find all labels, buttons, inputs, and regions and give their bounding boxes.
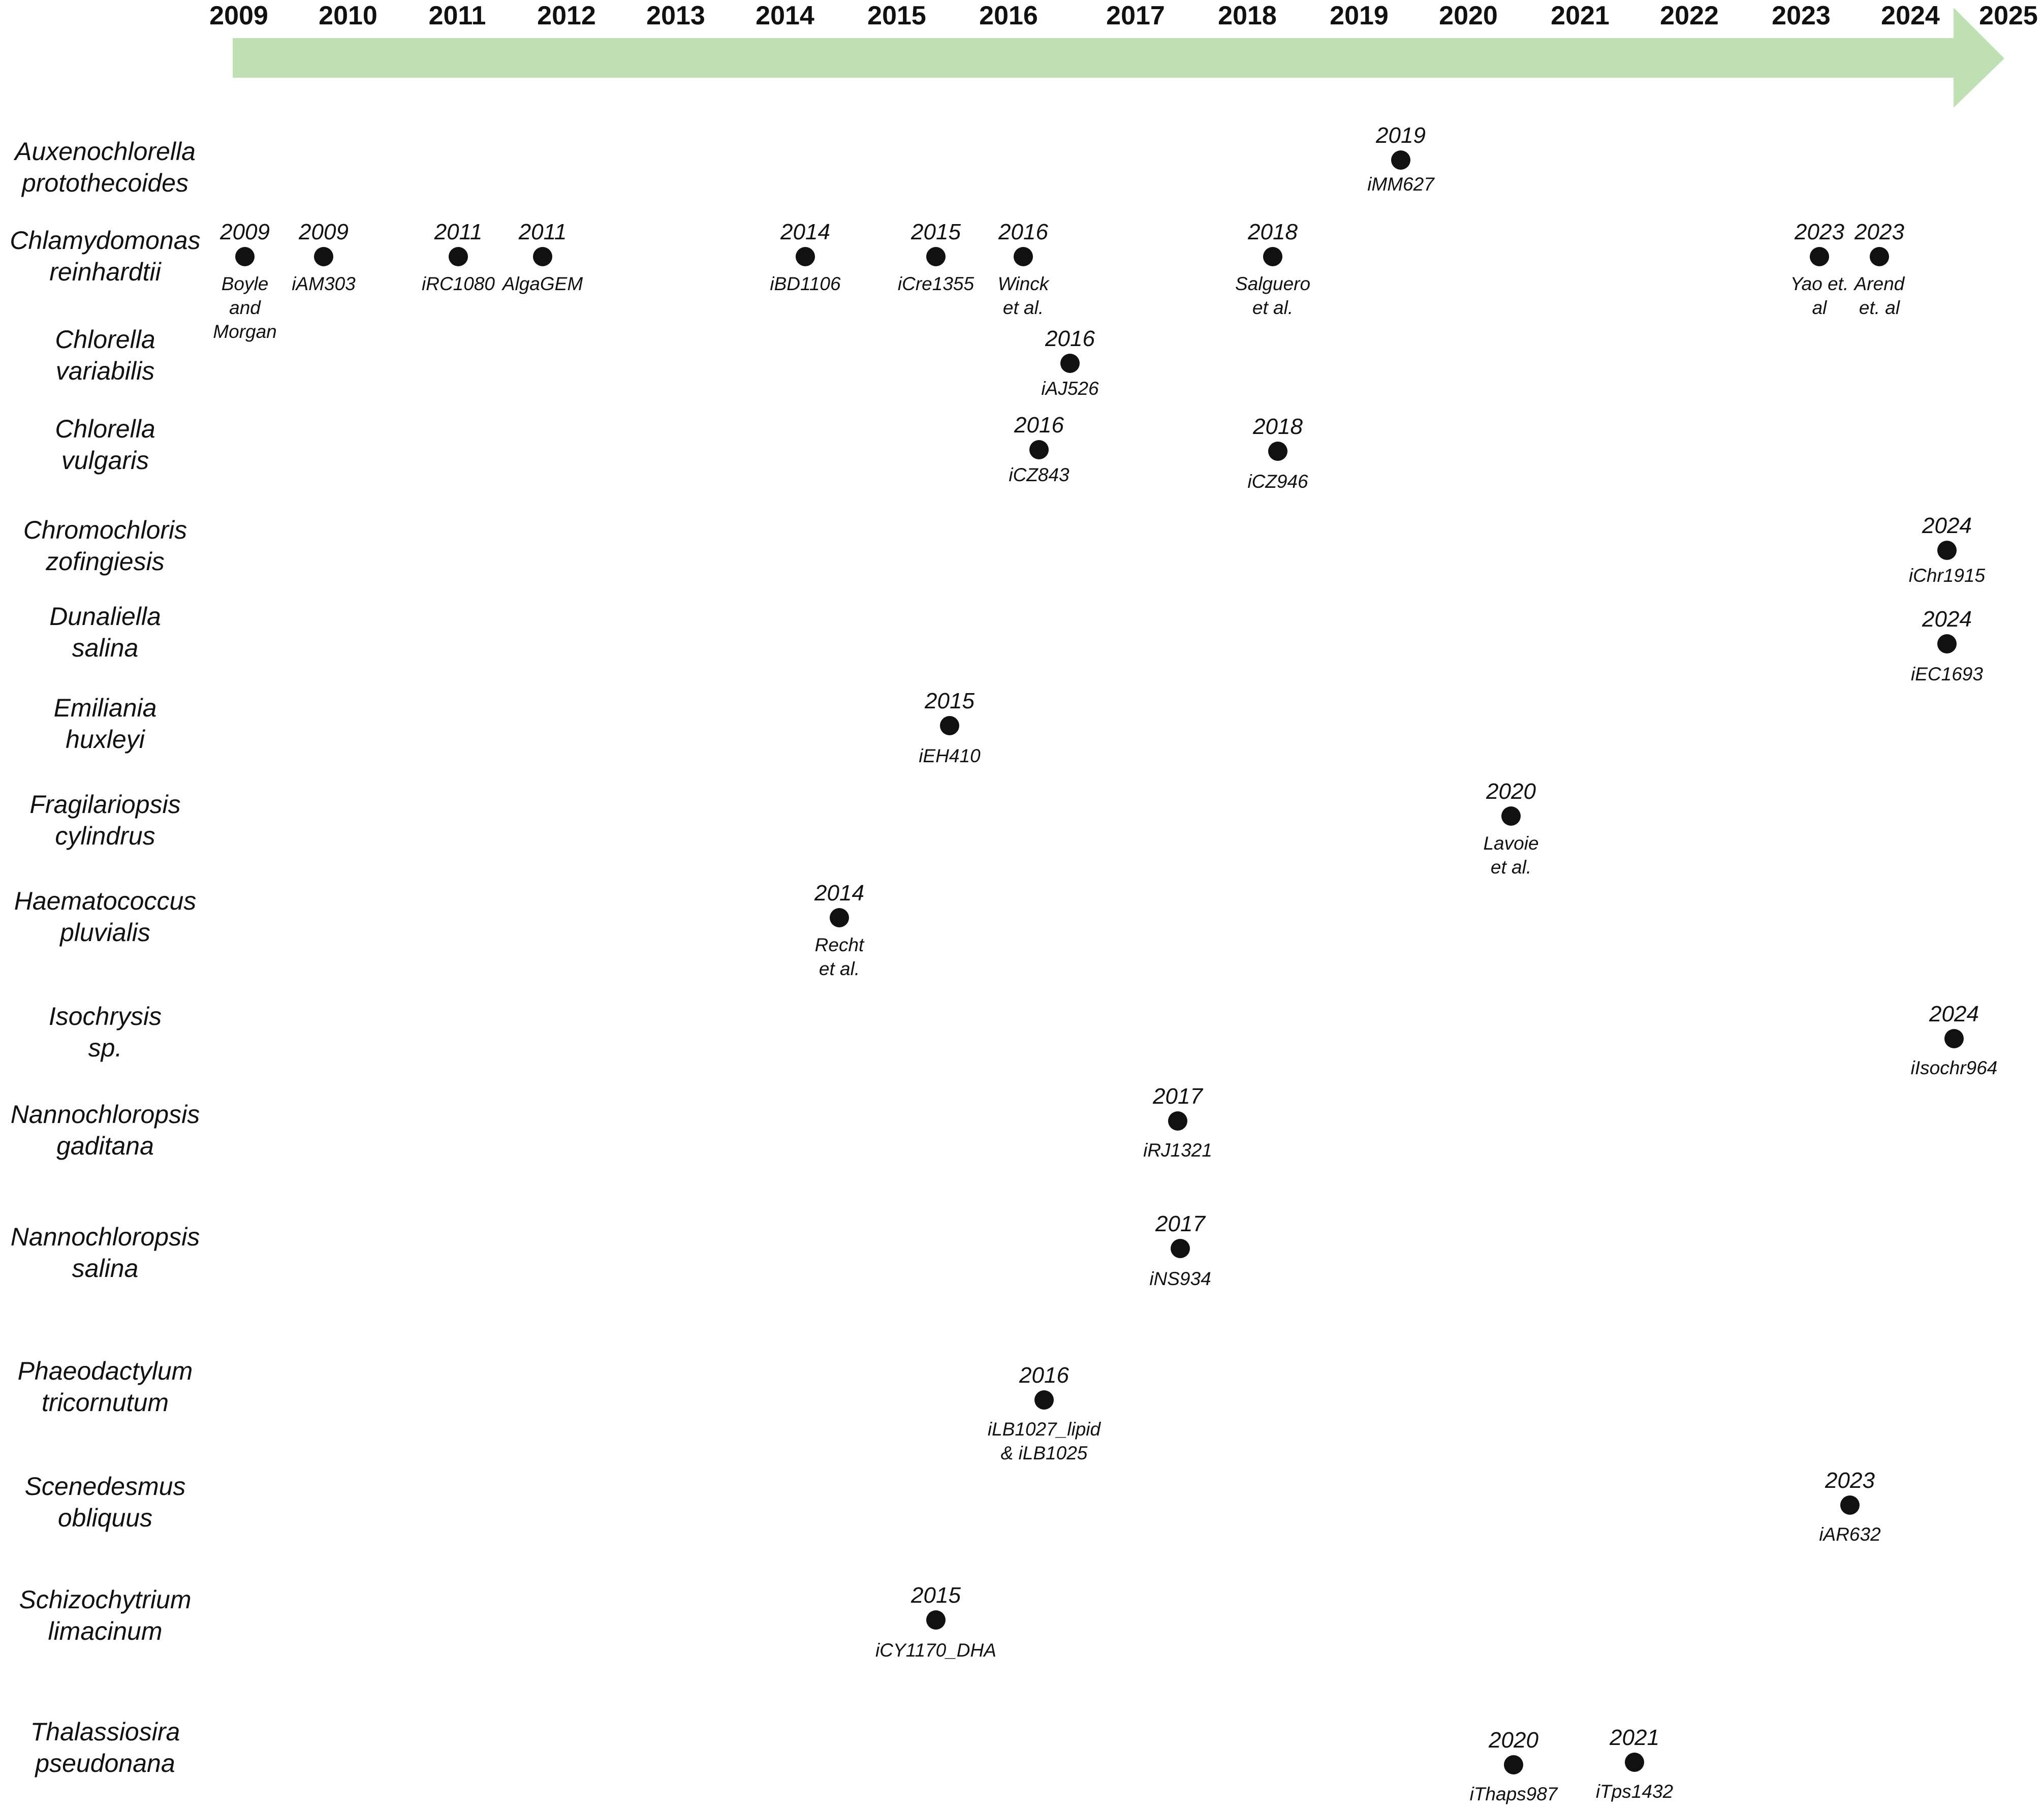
model-event xyxy=(1041,326,1099,399)
model-event xyxy=(1235,220,1310,318)
event-model-label: iNS934 xyxy=(1149,1268,1211,1289)
event-year-label: 2016 xyxy=(1045,326,1095,351)
model-event xyxy=(919,689,981,766)
event-marker xyxy=(235,247,255,266)
event-year-label: 2024 xyxy=(1922,607,1972,632)
event-year-label: 2009 xyxy=(299,220,349,244)
event-year-label: 2024 xyxy=(1929,1002,1979,1026)
event-marker xyxy=(1937,634,1957,653)
event-marker xyxy=(1060,354,1080,373)
year-label-2021: 2021 xyxy=(1551,1,1610,30)
event-year-label: 2024 xyxy=(1922,513,1972,538)
event-marker xyxy=(1029,440,1049,459)
year-axis xyxy=(209,1,2038,30)
event-marker xyxy=(796,247,815,266)
event-model-label: iTps1432 xyxy=(1595,1781,1674,1802)
event-marker xyxy=(1501,806,1521,826)
year-label-2022: 2022 xyxy=(1660,1,1719,30)
species-label-thalassiosira-pseudonana: Thalassiosira pseudonana xyxy=(30,1718,180,1777)
event-model-label: iAM303 xyxy=(292,273,356,294)
event-year-label: 2019 xyxy=(1376,123,1426,148)
model-events xyxy=(213,123,1997,1804)
event-model-label: iRC1080 xyxy=(422,273,495,294)
model-event xyxy=(898,220,974,294)
model-event xyxy=(1483,779,1538,878)
event-marker xyxy=(1263,247,1282,266)
event-marker xyxy=(1034,1390,1054,1410)
event-marker xyxy=(926,247,946,266)
event-model-label: Arend et. al xyxy=(1854,273,1905,318)
species-label-fragilariopsis-cylindrus: Fragilariopsis cylindrus xyxy=(29,790,181,850)
model-event xyxy=(1149,1211,1211,1289)
event-model-label: iCZ843 xyxy=(1009,464,1070,485)
model-event xyxy=(1911,607,1983,684)
event-year-label: 2023 xyxy=(1795,220,1844,244)
event-marker xyxy=(1168,1111,1187,1131)
event-marker xyxy=(1504,1755,1523,1774)
event-model-label: Boyle and Morgan xyxy=(213,273,277,342)
event-model-label: iBD1106 xyxy=(770,273,841,294)
event-marker xyxy=(449,247,468,266)
model-event xyxy=(1009,413,1070,485)
event-model-label: Winck et al. xyxy=(997,273,1049,318)
year-label-2018: 2018 xyxy=(1218,1,1277,30)
event-year-label: 2021 xyxy=(1610,1725,1659,1750)
event-model-label: iCY1170_DHA xyxy=(875,1640,996,1661)
event-model-label: iCZ946 xyxy=(1247,471,1308,492)
event-model-label: iChr1915 xyxy=(1908,565,1986,586)
species-label-isochrysis-sp: Isochrysis sp. xyxy=(48,1002,162,1062)
event-year-label: 2023 xyxy=(1854,220,1904,244)
model-event xyxy=(1819,1468,1881,1545)
model-event xyxy=(1143,1084,1212,1161)
model-event xyxy=(501,220,583,294)
event-marker xyxy=(1268,442,1287,461)
year-label-2014: 2014 xyxy=(756,1,814,30)
event-marker xyxy=(940,716,959,735)
event-model-label: iEH410 xyxy=(919,745,981,766)
event-model-label: iLB1027_lipid & iLB1025 xyxy=(987,1419,1101,1463)
species-label-schizochytrium-limacinum: Schizochytrium limacinum xyxy=(19,1585,192,1645)
event-model-label: iCre1355 xyxy=(897,273,974,294)
species-label-chlorella-variabilis: Chlorella variabilis xyxy=(55,325,155,385)
event-marker xyxy=(1944,1029,1964,1048)
year-label-2023: 2023 xyxy=(1772,1,1831,30)
event-year-label: 2017 xyxy=(1153,1084,1203,1109)
model-event xyxy=(1911,1002,1998,1078)
event-year-label: 2016 xyxy=(1019,1363,1069,1388)
year-label-2009: 2009 xyxy=(209,1,268,30)
year-label-2016: 2016 xyxy=(979,1,1038,30)
event-year-label: 2015 xyxy=(911,1583,961,1608)
event-marker xyxy=(1810,247,1829,266)
event-year-label: 2023 xyxy=(1825,1468,1875,1493)
event-model-label: Salguero et al. xyxy=(1235,273,1311,318)
event-marker xyxy=(926,1610,946,1630)
year-label-2020: 2020 xyxy=(1439,1,1498,30)
species-label-haematococcus-pluvialis: Haematococcus pluvialis xyxy=(14,887,197,947)
event-year-label: 2015 xyxy=(925,689,974,713)
year-label-2012: 2012 xyxy=(537,1,596,30)
event-model-label: iAR632 xyxy=(1819,1524,1881,1545)
event-model-label: iAJ526 xyxy=(1041,378,1099,399)
event-marker xyxy=(314,247,333,266)
model-event xyxy=(988,1363,1102,1463)
event-marker xyxy=(1870,247,1889,266)
event-year-label: 2014 xyxy=(814,881,864,906)
model-event xyxy=(770,220,841,294)
model-event xyxy=(1367,123,1435,195)
model-event xyxy=(292,220,356,294)
year-label-2025: 2025 xyxy=(1979,1,2038,30)
model-event xyxy=(1790,220,1849,318)
year-label-2010: 2010 xyxy=(319,1,378,30)
year-label-2013: 2013 xyxy=(646,1,705,30)
event-marker xyxy=(830,908,849,927)
species-label-scenedesmus-obliquus: Scenedesmus obliquus xyxy=(24,1472,186,1532)
event-model-label: iEC1693 xyxy=(1911,664,1983,684)
species-label-phaeodactylum-tricornutum: Phaeodactylum tricornutum xyxy=(17,1357,193,1417)
event-marker xyxy=(533,247,552,266)
species-label-dunaliella-salina: Dunaliella salina xyxy=(49,602,161,662)
model-event xyxy=(1909,513,1986,586)
event-year-label: 2017 xyxy=(1155,1211,1205,1236)
model-event xyxy=(213,220,276,342)
event-year-label: 2018 xyxy=(1253,414,1303,439)
model-event xyxy=(422,220,495,294)
event-model-label: iIsochr964 xyxy=(1910,1057,1998,1078)
model-event xyxy=(998,220,1050,318)
event-year-label: 2011 xyxy=(518,220,567,244)
species-label-nannochloropsis-salina: Nannochloropsis salina xyxy=(10,1223,200,1283)
event-marker xyxy=(1625,1753,1644,1772)
event-marker xyxy=(1014,247,1033,266)
year-label-2017: 2017 xyxy=(1106,1,1165,30)
event-year-label: 2011 xyxy=(434,220,483,244)
year-label-2015: 2015 xyxy=(867,1,926,30)
model-event xyxy=(1247,414,1308,492)
year-label-2019: 2019 xyxy=(1330,1,1389,30)
event-marker xyxy=(1937,541,1957,560)
event-model-label: Lavoie et al. xyxy=(1483,833,1539,878)
event-year-label: 2016 xyxy=(1014,413,1064,438)
event-marker xyxy=(1391,150,1410,170)
year-label-2024: 2024 xyxy=(1881,1,1940,30)
event-year-label: 2020 xyxy=(1489,1728,1538,1753)
species-label-emiliania-huxleyi: Emiliania huxleyi xyxy=(53,694,157,754)
event-marker xyxy=(1171,1239,1190,1258)
model-event xyxy=(1470,1728,1558,1804)
year-label-2011: 2011 xyxy=(428,1,486,30)
model-event xyxy=(1596,1725,1674,1802)
species-label-chlorella-vulgaris: Chlorella vulgaris xyxy=(55,415,155,475)
event-model-label: iThaps987 xyxy=(1469,1784,1558,1804)
event-year-label: 2014 xyxy=(780,220,830,244)
event-model-label: iRJ1321 xyxy=(1143,1140,1212,1161)
event-model-label: AlgaGEM xyxy=(502,273,583,294)
model-event xyxy=(814,881,865,979)
species-label-nannochloropsis-gaditana: Nannochloropsis gaditana xyxy=(10,1100,200,1160)
event-model-label: Recht et al. xyxy=(814,934,864,979)
event-model-label: iMM627 xyxy=(1367,174,1434,195)
event-year-label: 2020 xyxy=(1486,779,1536,804)
species-label-chromochloris-zofingiesis: Chromochloris zofingiesis xyxy=(23,516,187,576)
species-label-auxenochlorella-protothecoides: Auxenochlorella protothecoides xyxy=(15,137,196,197)
species-label-chlamydomonas-reinhardtii: Chlamydomonas reinhardtii xyxy=(10,226,201,286)
event-year-label: 2015 xyxy=(911,220,961,244)
event-year-label: 2018 xyxy=(1248,220,1298,244)
event-year-label: 2016 xyxy=(998,220,1048,244)
model-event xyxy=(1853,220,1905,318)
species-list xyxy=(10,137,200,1777)
model-event xyxy=(875,1583,996,1661)
event-marker xyxy=(1840,1495,1860,1515)
event-model-label: Yao et. al xyxy=(1790,273,1849,318)
event-year-label: 2009 xyxy=(220,220,270,244)
